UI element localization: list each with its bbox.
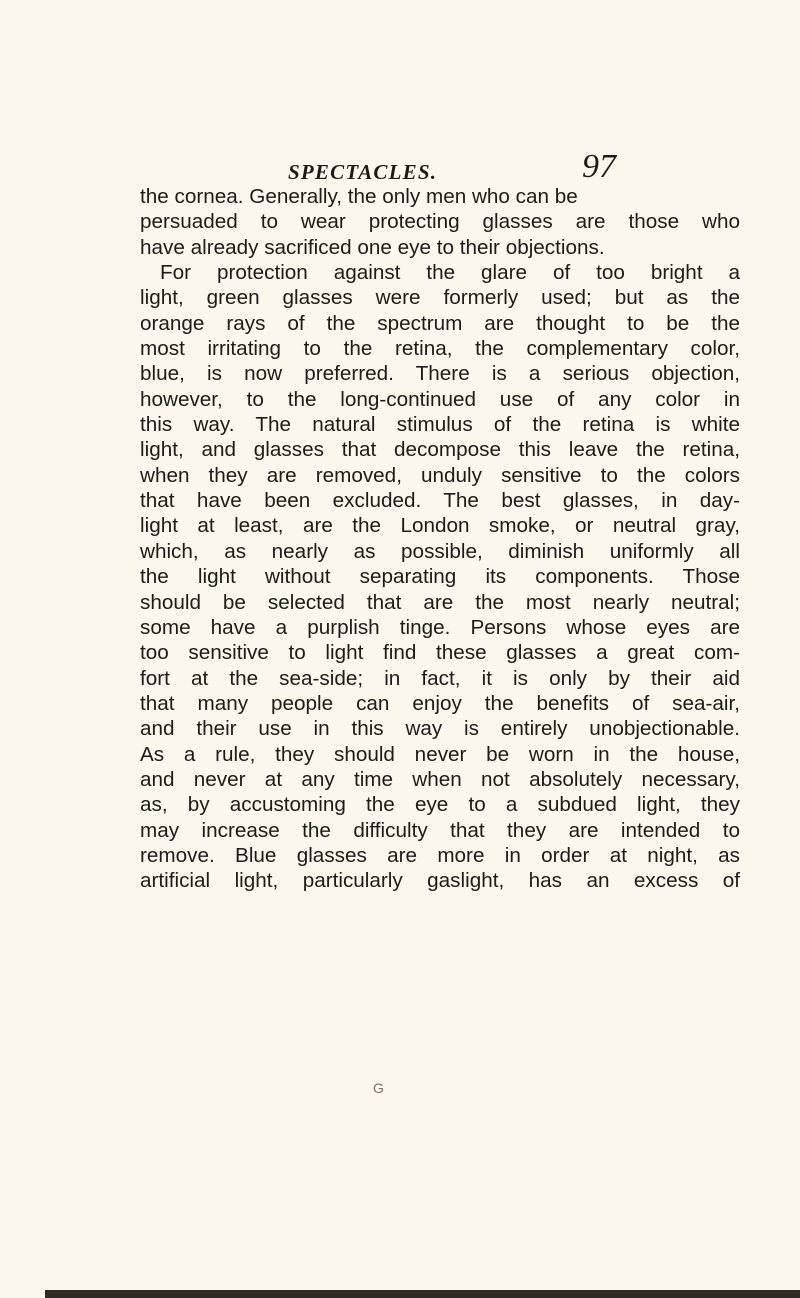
text-line: artificial light, particularly gaslight, has an excess of <box>140 869 740 893</box>
text-line: too sensitive to light find these glasses a great com- <box>140 641 740 665</box>
running-head: SPECTACLES. <box>288 160 438 184</box>
page-number: 97 <box>582 148 616 185</box>
text-line: that many people can enjoy the benefits of sea-air, <box>140 691 740 715</box>
text-line: may increase the difficulty that they are intended to <box>140 818 740 842</box>
text-line: and never at any time when not absolutely necessary, <box>140 767 740 791</box>
text-line: the cornea. Generally, the only men who can be <box>140 185 578 208</box>
text-line: that have been excluded. The best glasses, in day- <box>140 489 740 513</box>
text-line: should be selected that are the most nearly neutral; <box>140 590 740 614</box>
text-line: fort at the sea-side; in fact, it is only by their aid <box>140 666 740 690</box>
text-line: As a rule, they should never be worn in the house, <box>140 742 740 766</box>
text-line: remove. Blue glasses are more in order at night, as <box>140 843 740 867</box>
text-line: persuaded to wear protecting glasses are those who <box>140 210 740 234</box>
text-line: orange rays of the spectrum are thought to be the <box>140 311 740 335</box>
text-line: when they are removed, unduly sensitive to the colors <box>140 463 740 487</box>
text-line: and their use in this way is entirely unobjectionable. <box>140 717 740 741</box>
text-line: which, as nearly as possible, diminish uniformly all <box>140 539 740 563</box>
text-line: most irritating to the retina, the complementary color, <box>140 337 740 361</box>
text-line: however, to the long-continued use of any color in <box>140 387 740 411</box>
text-line: blue, is now preferred. There is a serious objection, <box>140 362 740 386</box>
signature-mark: G <box>373 1080 384 1096</box>
text-line: the light without separating its components. Those <box>140 565 740 589</box>
text-line: light at least, are the London smoke, or neutral gray, <box>140 514 740 538</box>
body-text <box>140 184 740 894</box>
text-line: light, and glasses that decompose this leave the retina, <box>140 438 740 462</box>
text-line: light, green glasses were formerly used; but as the <box>140 286 740 310</box>
text-line: have already sacrificed one eye to their objections. <box>140 235 605 259</box>
text-line: For protection against the glare of too bright a <box>160 261 740 285</box>
text-line: as, by accustoming the eye to a subdued light, they <box>140 793 740 817</box>
text-line: this way. The natural stimulus of the retina is white <box>140 413 740 437</box>
text-line: some have a purplish tinge. Persons whose eyes are <box>140 615 740 639</box>
